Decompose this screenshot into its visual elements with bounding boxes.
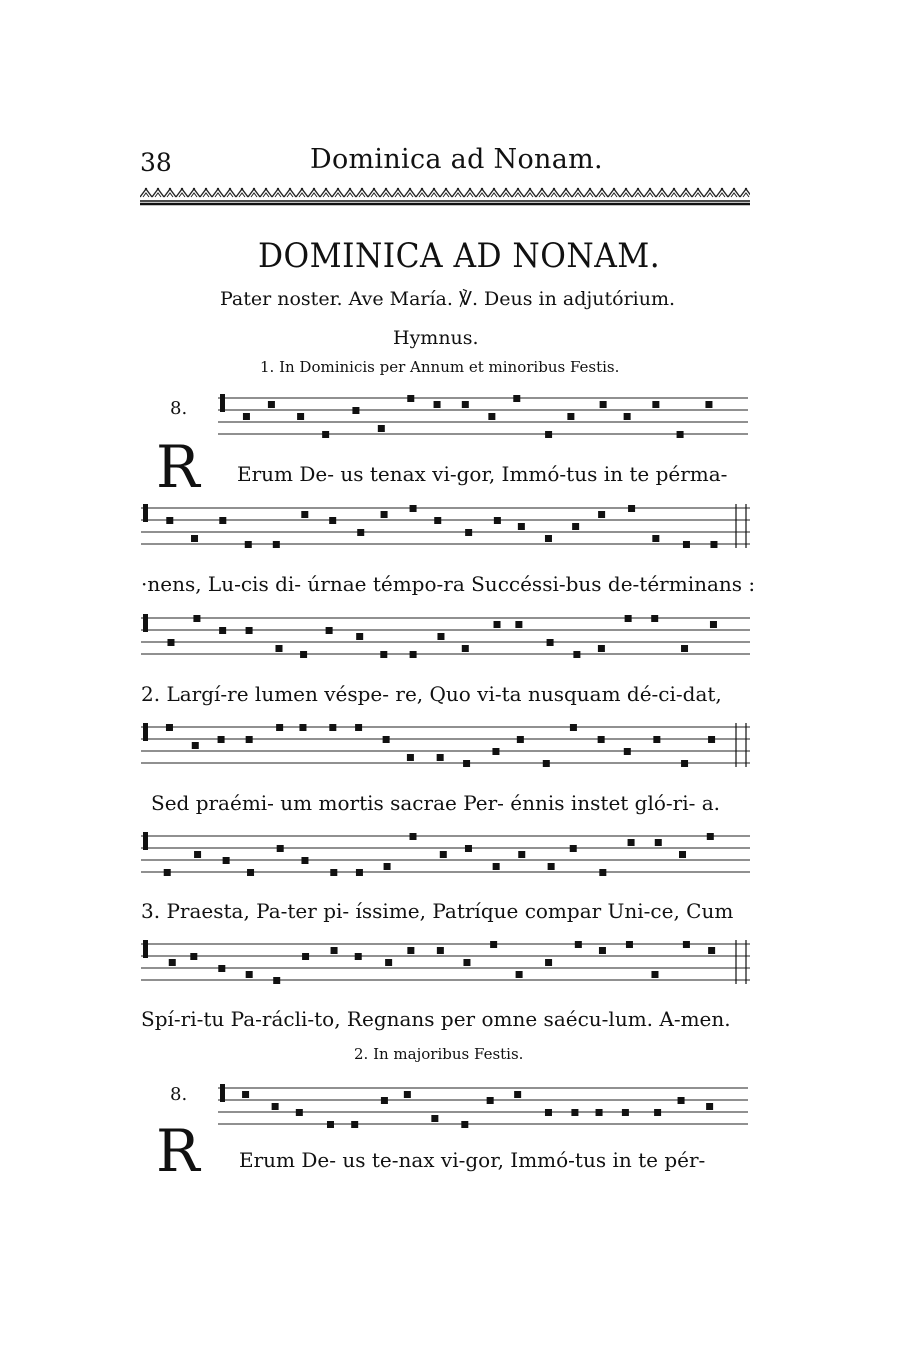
neume — [409, 833, 416, 840]
hymn-heading: Hymnus. — [393, 327, 479, 349]
neume — [302, 953, 309, 960]
neume — [193, 615, 200, 622]
neume — [380, 651, 387, 658]
neume — [301, 511, 308, 518]
mode-number: 8. — [170, 1084, 188, 1105]
section1-heading: 1. In Dominicis per Annum et minoribus Festis. — [260, 358, 620, 376]
neume — [357, 529, 364, 536]
neume — [191, 535, 198, 542]
neume — [547, 639, 554, 646]
neume — [381, 1097, 388, 1104]
neume — [678, 1097, 685, 1104]
neume — [356, 633, 363, 640]
neume — [708, 947, 715, 954]
neume — [653, 736, 660, 743]
neume — [164, 869, 171, 876]
neume — [277, 845, 284, 852]
chant-staff — [141, 830, 750, 900]
neume — [166, 517, 173, 524]
neume — [652, 401, 659, 408]
neume — [626, 941, 633, 948]
neume — [545, 1109, 552, 1116]
neume — [679, 851, 686, 858]
neume — [628, 505, 635, 512]
neume — [518, 523, 525, 530]
neume — [437, 633, 444, 640]
neume — [331, 947, 338, 954]
neume — [543, 760, 550, 767]
lyric-line: Sed praémi- um mortis sacrae Per- énnis instet gló-ri- a. — [151, 791, 721, 815]
neume — [329, 517, 336, 524]
neume — [410, 651, 417, 658]
neume — [598, 511, 605, 518]
neume — [596, 1109, 603, 1116]
lyric-line: Erum De- us te-nax vi-gor, Immó-tus in te pér- — [239, 1148, 706, 1172]
neume — [707, 833, 714, 840]
neume — [710, 621, 717, 628]
neume — [242, 1091, 249, 1098]
neume — [167, 639, 174, 646]
neume — [192, 742, 199, 749]
neume — [190, 953, 197, 960]
neume — [355, 953, 362, 960]
neume — [166, 724, 173, 731]
neume — [598, 736, 605, 743]
neume — [705, 401, 712, 408]
neume — [327, 1121, 334, 1128]
neume — [514, 1091, 521, 1098]
neume — [681, 760, 688, 767]
neume — [545, 535, 552, 542]
neume — [515, 621, 522, 628]
neume — [351, 1121, 358, 1128]
neume — [494, 621, 501, 628]
neume — [625, 615, 632, 622]
neume — [299, 724, 306, 731]
mode-number: 8. — [170, 398, 188, 419]
neume — [381, 511, 388, 518]
neume — [545, 959, 552, 966]
chant-staff — [141, 612, 750, 682]
main-title: DOMINICA AD NONAM. — [258, 236, 661, 276]
neume — [356, 869, 363, 876]
neume — [383, 736, 390, 743]
neume — [246, 971, 253, 978]
neume — [276, 724, 283, 731]
neume — [434, 401, 441, 408]
clef-mark — [143, 504, 148, 522]
neume — [273, 977, 280, 984]
neume — [463, 959, 470, 966]
neume — [492, 748, 499, 755]
neume — [352, 407, 359, 414]
neume — [273, 541, 280, 548]
neume — [575, 941, 582, 948]
neume — [573, 651, 580, 658]
neume — [300, 651, 307, 658]
running-title: Dominica ad Nonam. — [310, 144, 603, 175]
neume — [440, 851, 447, 858]
neume — [598, 645, 605, 652]
neume — [493, 863, 500, 870]
neume — [708, 736, 715, 743]
neume — [570, 845, 577, 852]
neume — [330, 869, 337, 876]
neume — [462, 645, 469, 652]
neume — [437, 947, 444, 954]
neume — [683, 941, 690, 948]
neume — [545, 431, 552, 438]
neume — [462, 401, 469, 408]
neume — [246, 627, 253, 634]
lyric-line: 3. Praesta, Pa-ter pi- íssime, Patríque compar Uni-ce, Cum — [141, 899, 734, 923]
chant-staff — [141, 938, 750, 1008]
clef-mark — [143, 832, 148, 850]
neume — [494, 517, 501, 524]
neume — [245, 541, 252, 548]
neume — [677, 431, 684, 438]
clef-mark — [143, 723, 148, 741]
neume — [410, 505, 417, 512]
neume — [407, 754, 414, 761]
neume — [218, 965, 225, 972]
neume — [301, 857, 308, 864]
neume — [487, 1097, 494, 1104]
chant-staff — [218, 1082, 748, 1152]
lyric-line: Erum De- us tenax vi-gor, Immó-tus in te pérma- — [237, 462, 728, 486]
neume — [599, 869, 606, 876]
clef-mark — [143, 614, 148, 632]
neume — [355, 724, 362, 731]
neume — [296, 1109, 303, 1116]
lyric-line: Spí-ri-tu Pa-rácli-to, Regnans per omne saécu-lum. A-men. — [141, 1007, 731, 1031]
neume — [628, 839, 635, 846]
neume — [219, 627, 226, 634]
neume — [465, 845, 472, 852]
neume — [169, 959, 176, 966]
chant-staff — [141, 502, 750, 572]
neume — [247, 869, 254, 876]
neume — [243, 413, 250, 420]
clef-mark — [143, 940, 148, 958]
neume — [652, 535, 659, 542]
lyric-line: ·nens, Lu-cis di- úrnae témpo-ra Succéssi-bus de-términans : — [141, 572, 756, 596]
neume — [223, 857, 230, 864]
neume — [322, 431, 329, 438]
neume — [681, 645, 688, 652]
neume — [570, 724, 577, 731]
neume — [246, 736, 253, 743]
neume — [624, 413, 631, 420]
neume — [407, 395, 414, 402]
neume — [654, 1109, 661, 1116]
neume — [683, 541, 690, 548]
neume — [218, 736, 225, 743]
neume — [194, 851, 201, 858]
neume — [600, 401, 607, 408]
neume — [463, 760, 470, 767]
prayers-line: Pater noster. Ave María. ℣. Deus in adjutórium. — [220, 288, 676, 310]
neume — [272, 1103, 279, 1110]
initial-letter: R — [156, 433, 200, 501]
neume — [655, 839, 662, 846]
neume — [275, 645, 282, 652]
neume — [488, 413, 495, 420]
neume — [465, 529, 472, 536]
clef-mark — [220, 394, 225, 412]
neume — [567, 413, 574, 420]
initial-letter: R — [156, 1117, 200, 1185]
neume — [517, 736, 524, 743]
lyric-line: 2. Largí-re lumen véspe- re, Quo vi-ta nusquam dé-ci-dat, — [141, 682, 722, 706]
neume — [431, 1115, 438, 1122]
neume — [329, 724, 336, 731]
neume — [571, 1109, 578, 1116]
clef-mark — [220, 1084, 225, 1102]
neume — [599, 947, 606, 954]
page-number: 38 — [140, 148, 172, 177]
neume — [297, 413, 304, 420]
section2-heading: 2. In majoribus Festis. — [354, 1045, 524, 1063]
neume — [548, 863, 555, 870]
neume — [326, 627, 333, 634]
neume — [516, 971, 523, 978]
neume — [437, 754, 444, 761]
neume — [651, 615, 658, 622]
neume — [219, 517, 226, 524]
chant-staff — [218, 392, 748, 462]
neume — [385, 959, 392, 966]
neume — [622, 1109, 629, 1116]
neume — [651, 971, 658, 978]
neume — [378, 425, 385, 432]
neume — [518, 851, 525, 858]
ornament-band — [140, 186, 750, 206]
neume — [572, 523, 579, 530]
neume — [461, 1121, 468, 1128]
neume — [434, 517, 441, 524]
neume — [624, 748, 631, 755]
neume — [268, 401, 275, 408]
neume — [710, 541, 717, 548]
neume — [404, 1091, 411, 1098]
neume — [513, 395, 520, 402]
neume — [706, 1103, 713, 1110]
neume — [407, 947, 414, 954]
neume — [384, 863, 391, 870]
neume — [490, 941, 497, 948]
chant-staff — [141, 721, 750, 791]
